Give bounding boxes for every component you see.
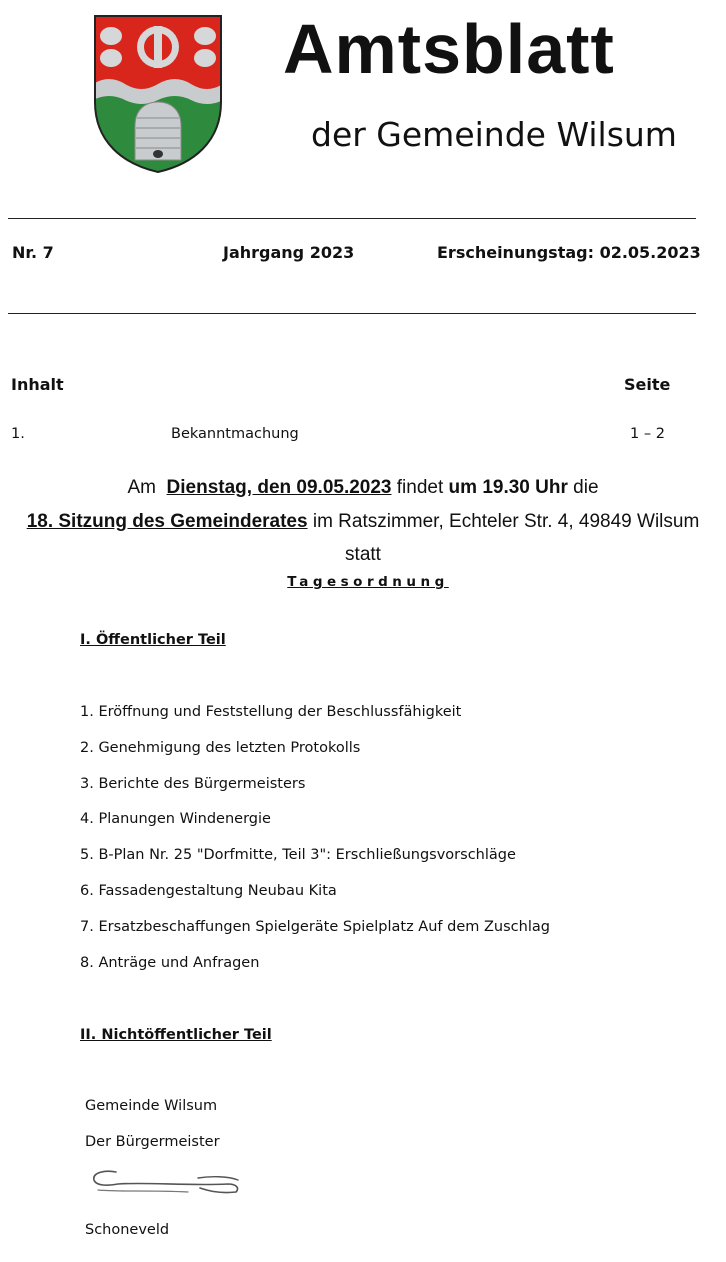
issue-date: Erscheinungstag: 02.05.2023 [437,243,701,262]
agenda-item: 3. Berichte des Bürgermeisters [80,775,306,792]
private-section-heading: II. Nichtöffentlicher Teil [80,1027,272,1043]
agenda-item: 8. Anträge und Anfragen [80,954,260,971]
notice-die: die [573,477,599,498]
agenda-item: 6. Fassadengestaltung Neubau Kita [80,882,337,899]
notice-line-2 [0,509,726,535]
toc-item-number: 1. [11,426,25,442]
toc-item-title: Bekanntmachung [171,426,299,442]
document-title: Amtsblatt [283,10,615,88]
notice-findet: findet [396,477,444,498]
meeting-date: Dienstag, den 09.05.2023 [166,477,392,498]
toc-item-pages: 1 – 2 [630,426,665,442]
signature-municipality: Gemeinde Wilsum [85,1098,218,1114]
issue-year: Jahrgang 2023 [223,243,355,262]
signature-name: Schoneveld [85,1222,170,1238]
handwritten-signature [88,1166,244,1200]
document-subtitle: der Gemeinde Wilsum [311,115,677,154]
meeting-session: 18. Sitzung des Gemeinderates [26,511,308,532]
notice-line-1 [0,475,726,501]
agenda-item: 2. Genehmigung des letzten Protokolls [80,739,361,756]
signature-role: Der Bürgermeister [85,1134,220,1150]
public-section-heading: I. Öffentlicher Teil [80,632,226,648]
toc-heading: Inhalt [11,375,64,394]
agenda-item: 4. Planungen Windenergie [80,811,271,828]
notice-am: Am [127,477,156,498]
agenda-item: 5. B-Plan Nr. 25 "Dorfmitte, Teil 3": Erschließungsvorschläge [80,847,516,864]
toc-page-heading: Seite [624,375,671,394]
meta-divider [8,313,696,314]
agenda-item: 7. Ersatzbeschaffungen Spielgeräte Spielplatz Auf dem Zuschlag [80,918,550,935]
agenda-list [80,700,550,986]
agenda-item: 1. Eröffnung und Feststellung der Beschlussfähigkeit [80,704,462,720]
header-divider [8,218,696,219]
meeting-time: um 19.30 Uhr [448,477,568,498]
agenda-heading: Tagesordnung [287,574,449,590]
notice-statt: statt [345,544,381,565]
issue-number: Nr. 7 [12,243,54,262]
meeting-place: im Ratszimmer, Echteler Str. 4, 49849 Wilsum [312,511,700,532]
municipal-crest-icon [93,14,223,174]
